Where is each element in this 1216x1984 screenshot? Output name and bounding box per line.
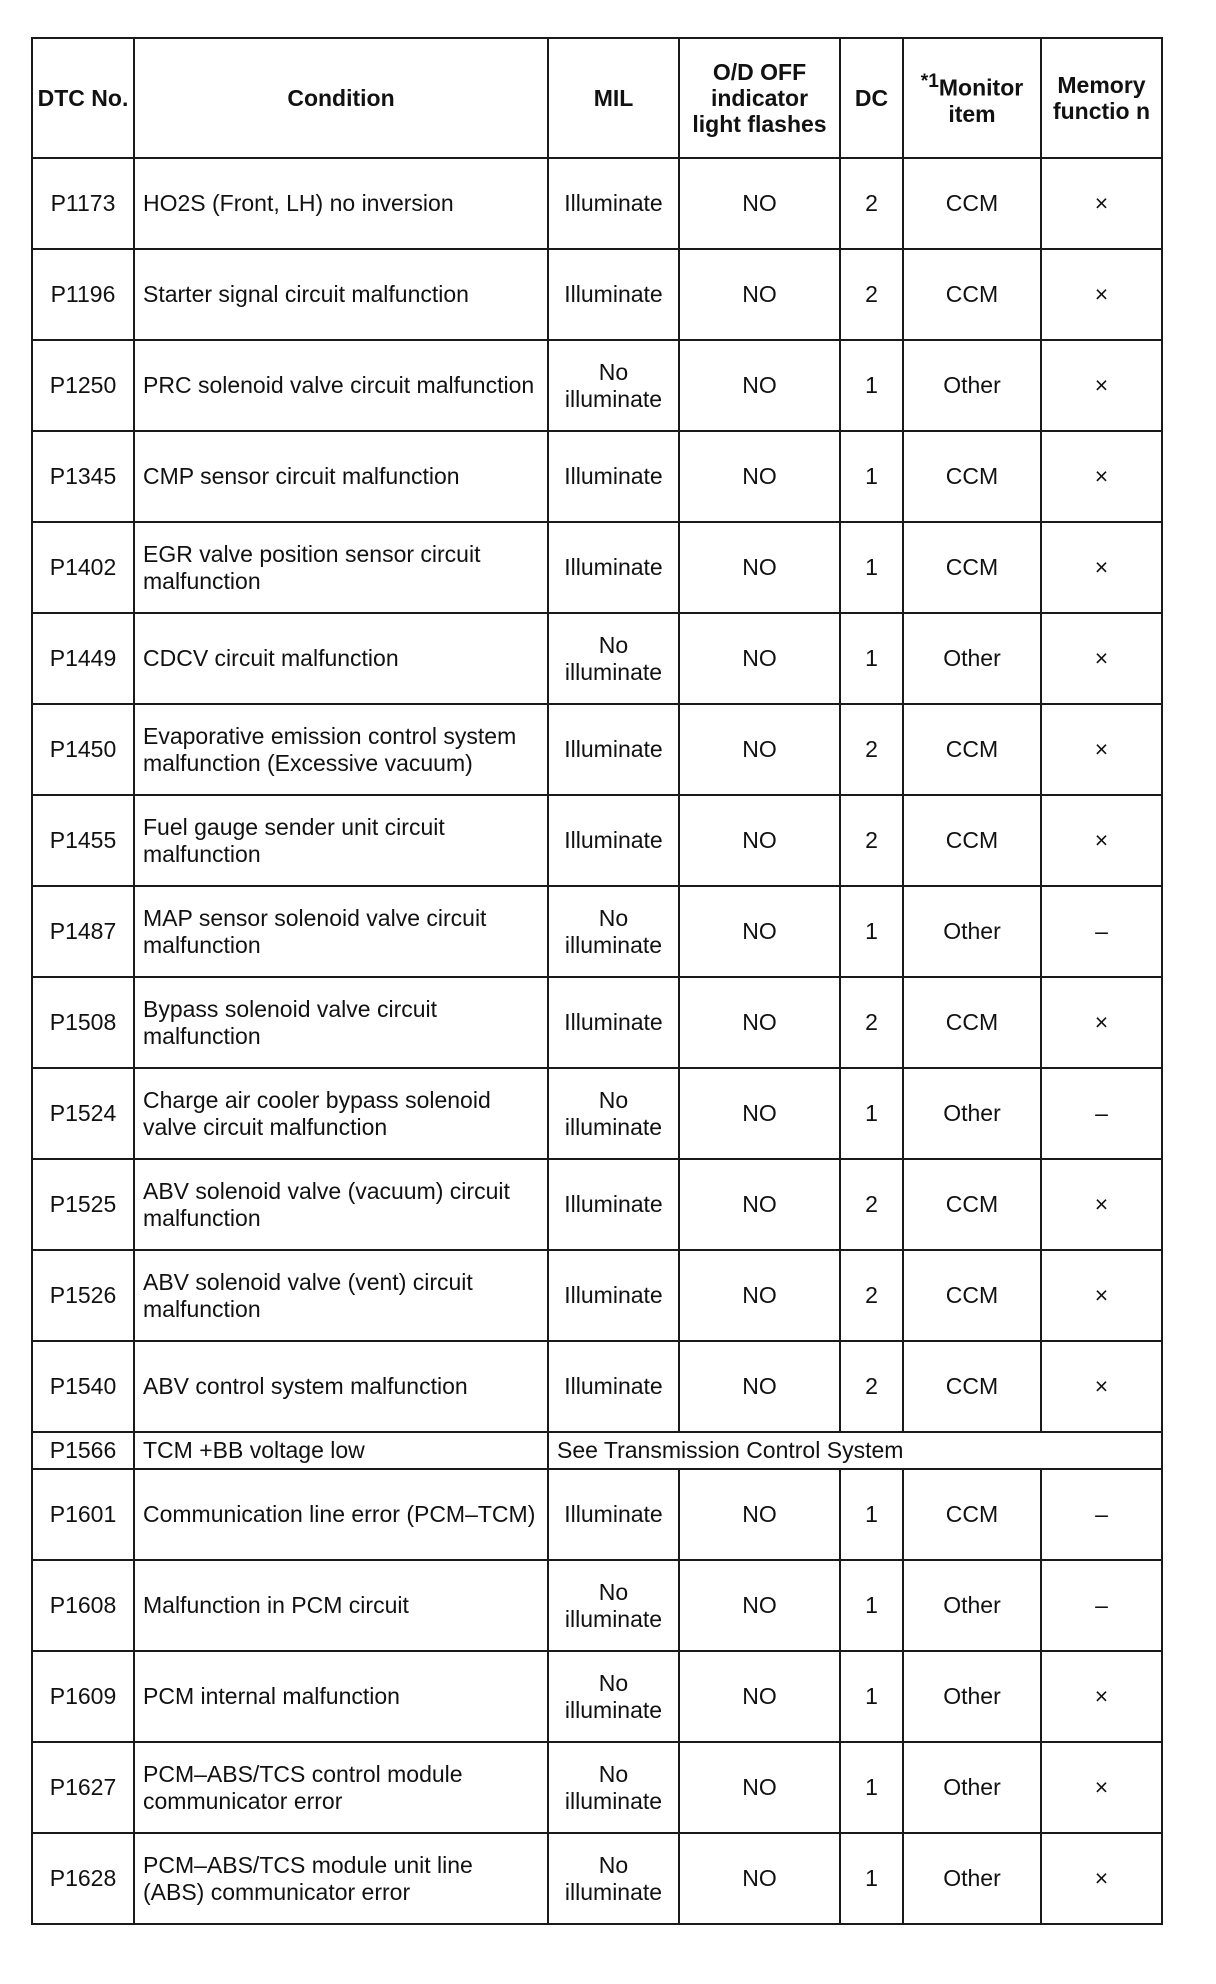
od-off-flash: NO — [679, 1742, 840, 1833]
memory-function: × — [1041, 977, 1162, 1068]
condition-text: PCM–ABS/TCS control module communicator error — [134, 1742, 548, 1833]
mil-status: Illuminate — [548, 1341, 679, 1432]
od-off-flash: NO — [679, 1469, 840, 1560]
mil-status: Illuminate — [548, 1469, 679, 1560]
memory-function: × — [1041, 613, 1162, 704]
condition-text: TCM +BB voltage low — [134, 1432, 548, 1469]
header-dc: DC — [840, 38, 903, 158]
dc-value: 1 — [840, 1469, 903, 1560]
condition-text: Communication line error (PCM–TCM) — [134, 1469, 548, 1560]
memory-function: × — [1041, 1250, 1162, 1341]
header-condition: Condition — [134, 38, 548, 158]
monitor-item: Other — [903, 1068, 1041, 1159]
condition-text: PCM–ABS/TCS module unit line (ABS) communicator error — [134, 1833, 548, 1924]
dc-value: 2 — [840, 977, 903, 1068]
mil-status: Illuminate — [548, 795, 679, 886]
header-od-off: O/D OFF indicator light flashes — [679, 38, 840, 158]
od-off-flash: NO — [679, 1068, 840, 1159]
od-off-flash: NO — [679, 613, 840, 704]
condition-text: CMP sensor circuit malfunction — [134, 431, 548, 522]
table-row — [32, 1432, 1162, 1469]
memory-function: × — [1041, 1651, 1162, 1742]
memory-function: × — [1041, 1159, 1162, 1250]
memory-function: – — [1041, 1469, 1162, 1560]
header-monitor — [903, 38, 1041, 158]
memory-function: × — [1041, 1341, 1162, 1432]
table-row — [32, 1833, 1162, 1924]
memory-function: – — [1041, 1068, 1162, 1159]
mil-status: No illuminate — [548, 886, 679, 977]
dtc-code: P1540 — [32, 1341, 134, 1432]
od-off-flash: NO — [679, 886, 840, 977]
condition-text: ABV control system malfunction — [134, 1341, 548, 1432]
table-row — [32, 1250, 1162, 1341]
dtc-code: P1627 — [32, 1742, 134, 1833]
od-off-flash: NO — [679, 1341, 840, 1432]
condition-text: MAP sensor solenoid valve circuit malfunction — [134, 886, 548, 977]
monitor-item: Other — [903, 1833, 1041, 1924]
header-row — [32, 38, 1162, 158]
mil-status: Illuminate — [548, 1250, 679, 1341]
table-row — [32, 1159, 1162, 1250]
dtc-code: P1196 — [32, 249, 134, 340]
condition-text: HO2S (Front, LH) no inversion — [134, 158, 548, 249]
mil-status: Illuminate — [548, 704, 679, 795]
mil-status: Illuminate — [548, 1159, 679, 1250]
dc-value: 2 — [840, 1159, 903, 1250]
table-row — [32, 249, 1162, 340]
table-row — [32, 1469, 1162, 1560]
memory-function: × — [1041, 522, 1162, 613]
row-note: See Transmission Control System — [548, 1432, 1162, 1469]
monitor-item: CCM — [903, 158, 1041, 249]
table-row — [32, 1341, 1162, 1432]
monitor-item: Other — [903, 886, 1041, 977]
monitor-item: CCM — [903, 795, 1041, 886]
dc-value: 1 — [840, 1742, 903, 1833]
dc-value: 2 — [840, 704, 903, 795]
dtc-code: P1524 — [32, 1068, 134, 1159]
table-row — [32, 522, 1162, 613]
table-row — [32, 704, 1162, 795]
condition-text: Fuel gauge sender unit circuit malfunction — [134, 795, 548, 886]
condition-text: Bypass solenoid valve circuit malfunction — [134, 977, 548, 1068]
condition-text: CDCV circuit malfunction — [134, 613, 548, 704]
table-row — [32, 431, 1162, 522]
dc-value: 2 — [840, 158, 903, 249]
condition-text: PCM internal malfunction — [134, 1651, 548, 1742]
mil-status: No illuminate — [548, 340, 679, 431]
dtc-code: P1628 — [32, 1833, 134, 1924]
dc-value: 1 — [840, 431, 903, 522]
monitor-item: Other — [903, 1651, 1041, 1742]
dtc-code: P1525 — [32, 1159, 134, 1250]
condition-text: ABV solenoid valve (vent) circuit malfunction — [134, 1250, 548, 1341]
monitor-item: CCM — [903, 704, 1041, 795]
od-off-flash: NO — [679, 704, 840, 795]
header-monitor-label: Monitor item — [938, 74, 1024, 127]
memory-function: × — [1041, 249, 1162, 340]
monitor-item: CCM — [903, 1250, 1041, 1341]
dtc-code: P1526 — [32, 1250, 134, 1341]
od-off-flash: NO — [679, 249, 840, 340]
od-off-flash: NO — [679, 158, 840, 249]
memory-function: – — [1041, 886, 1162, 977]
dc-value: 1 — [840, 522, 903, 613]
monitor-item: Other — [903, 340, 1041, 431]
od-off-flash: NO — [679, 977, 840, 1068]
table-row — [32, 977, 1162, 1068]
condition-text: Evaporative emission control system malfunction (Excessive vacuum) — [134, 704, 548, 795]
condition-text: ABV solenoid valve (vacuum) circuit malfunction — [134, 1159, 548, 1250]
monitor-item: Other — [903, 1742, 1041, 1833]
monitor-item: CCM — [903, 431, 1041, 522]
monitor-item: CCM — [903, 1341, 1041, 1432]
mil-status: No illuminate — [548, 1560, 679, 1651]
header-mil: MIL — [548, 38, 679, 158]
monitor-item: CCM — [903, 1159, 1041, 1250]
mil-status: No illuminate — [548, 1742, 679, 1833]
table-row — [32, 1068, 1162, 1159]
dc-value: 1 — [840, 1560, 903, 1651]
dtc-code: P1402 — [32, 522, 134, 613]
memory-function: × — [1041, 431, 1162, 522]
monitor-item: CCM — [903, 522, 1041, 613]
dc-value: 1 — [840, 1651, 903, 1742]
table-row — [32, 795, 1162, 886]
mil-status: No illuminate — [548, 1068, 679, 1159]
dtc-table — [31, 37, 1163, 1925]
dc-value: 1 — [840, 886, 903, 977]
dtc-code: P1601 — [32, 1469, 134, 1560]
dtc-code: P1608 — [32, 1560, 134, 1651]
od-off-flash: NO — [679, 1159, 840, 1250]
condition-text: Starter signal circuit malfunction — [134, 249, 548, 340]
dtc-code: P1450 — [32, 704, 134, 795]
memory-function: × — [1041, 704, 1162, 795]
od-off-flash: NO — [679, 522, 840, 613]
dc-value: 2 — [840, 795, 903, 886]
table-body — [32, 158, 1162, 1924]
dc-value: 2 — [840, 249, 903, 340]
dtc-code: P1487 — [32, 886, 134, 977]
condition-text: Charge air cooler bypass solenoid valve circuit malfunction — [134, 1068, 548, 1159]
table-row — [32, 1651, 1162, 1742]
header-monitor-footnote: *1 — [920, 71, 939, 93]
dtc-code: P1455 — [32, 795, 134, 886]
dc-value: 1 — [840, 1068, 903, 1159]
memory-function: × — [1041, 158, 1162, 249]
dc-value: 1 — [840, 613, 903, 704]
dtc-code: P1173 — [32, 158, 134, 249]
od-off-flash: NO — [679, 1651, 840, 1742]
monitor-item: CCM — [903, 249, 1041, 340]
condition-text: EGR valve position sensor circuit malfunction — [134, 522, 548, 613]
monitor-item: Other — [903, 1560, 1041, 1651]
monitor-item: Other — [903, 613, 1041, 704]
mil-status: Illuminate — [548, 977, 679, 1068]
table-row — [32, 1742, 1162, 1833]
monitor-item: CCM — [903, 1469, 1041, 1560]
monitor-item: CCM — [903, 977, 1041, 1068]
od-off-flash: NO — [679, 1833, 840, 1924]
mil-status: Illuminate — [548, 158, 679, 249]
dtc-code: P1566 — [32, 1432, 134, 1469]
dc-value: 1 — [840, 340, 903, 431]
od-off-flash: NO — [679, 795, 840, 886]
mil-status: No illuminate — [548, 613, 679, 704]
condition-text: PRC solenoid valve circuit malfunction — [134, 340, 548, 431]
dc-value: 1 — [840, 1833, 903, 1924]
memory-function: × — [1041, 340, 1162, 431]
memory-function: × — [1041, 1742, 1162, 1833]
od-off-flash: NO — [679, 1250, 840, 1341]
dtc-code: P1449 — [32, 613, 134, 704]
od-off-flash: NO — [679, 340, 840, 431]
memory-function: – — [1041, 1560, 1162, 1651]
od-off-flash: NO — [679, 1560, 840, 1651]
header-dtc: DTC No. — [32, 38, 134, 158]
table-row — [32, 886, 1162, 977]
memory-function: × — [1041, 1833, 1162, 1924]
table-row — [32, 613, 1162, 704]
dtc-code: P1250 — [32, 340, 134, 431]
page-footer-mark — [820, 1968, 900, 1984]
header-memory: Memory functio n — [1041, 38, 1162, 158]
mil-status: No illuminate — [548, 1833, 679, 1924]
table-row — [32, 340, 1162, 431]
table-row — [32, 158, 1162, 249]
dc-value: 2 — [840, 1341, 903, 1432]
dtc-code: P1609 — [32, 1651, 134, 1742]
mil-status: No illuminate — [548, 1651, 679, 1742]
dtc-code: P1508 — [32, 977, 134, 1068]
mil-status: Illuminate — [548, 522, 679, 613]
mil-status: Illuminate — [548, 431, 679, 522]
od-off-flash: NO — [679, 431, 840, 522]
table-row — [32, 1560, 1162, 1651]
dtc-code: P1345 — [32, 431, 134, 522]
condition-text: Malfunction in PCM circuit — [134, 1560, 548, 1651]
dc-value: 2 — [840, 1250, 903, 1341]
memory-function: × — [1041, 795, 1162, 886]
mil-status: Illuminate — [548, 249, 679, 340]
